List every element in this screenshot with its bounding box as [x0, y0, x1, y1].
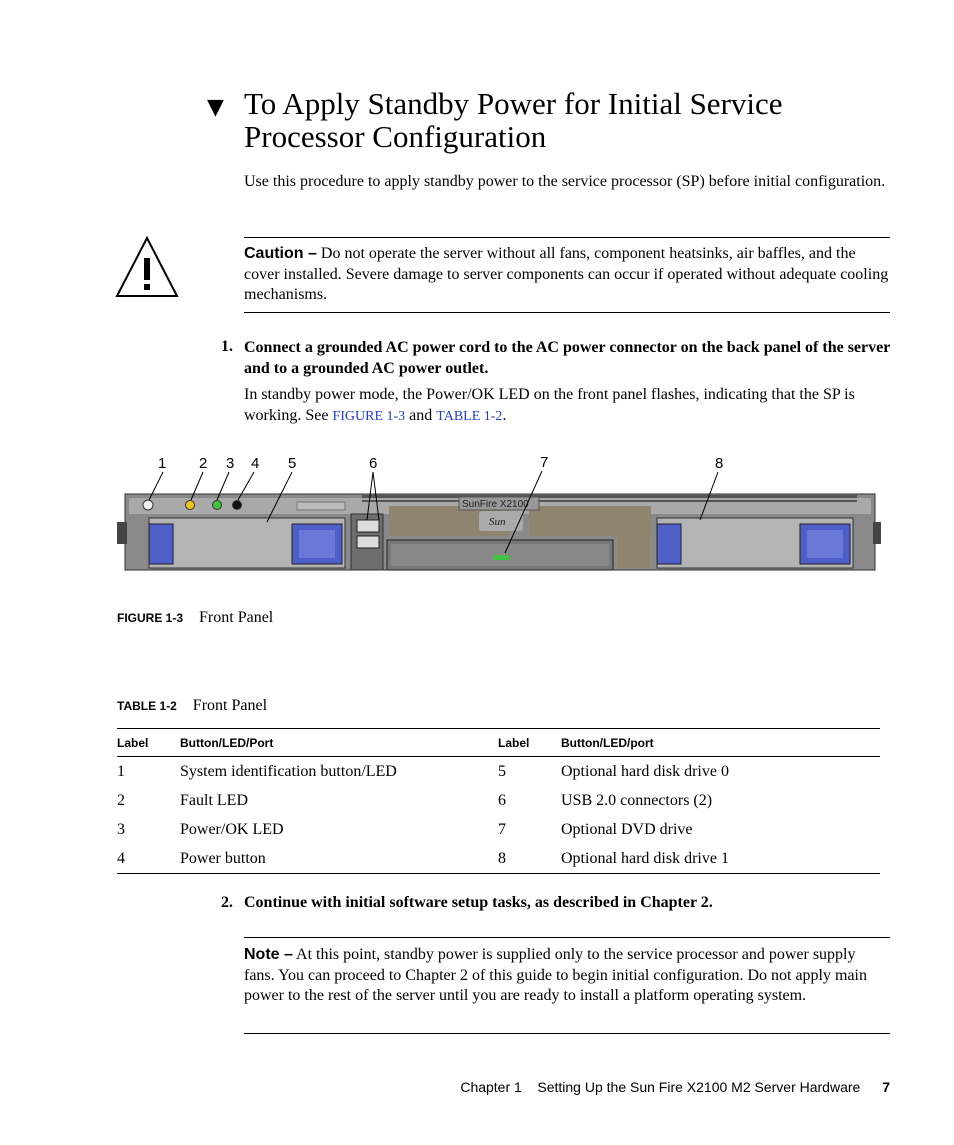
caution-text	[244, 244, 890, 306]
drive-1-handle-inner	[807, 530, 843, 558]
caution-warning-icon	[115, 236, 179, 298]
drive-0-latch	[149, 524, 173, 564]
product-name: SunFire X2100	[462, 499, 529, 510]
callout-7: 7	[540, 454, 549, 471]
usb-port-2	[357, 536, 379, 548]
step-1-desc-and: and	[409, 407, 433, 424]
sun-logo: Sun	[489, 516, 506, 528]
table-cell: Power/OK LED	[180, 820, 284, 838]
caution-label: Caution –	[244, 245, 317, 262]
drive-1-latch	[657, 524, 681, 564]
step-1-desc-text: In standby power mode, the Power/OK LED on the front panel flashes, indicating that the SP is working. See	[244, 386, 855, 424]
table-cell: 7	[498, 820, 506, 838]
heading-marker-icon: ▼	[207, 95, 224, 120]
table-header: Button/LED/port	[561, 729, 880, 757]
power-ok-led-icon	[213, 501, 222, 510]
label-plate	[297, 502, 345, 510]
callout-2: 2	[199, 455, 208, 472]
power-button-icon	[233, 501, 242, 510]
table-cell: System identification button/LED	[180, 762, 397, 780]
table-cell: 3	[117, 820, 125, 838]
table-cell: 8	[498, 849, 506, 867]
table-row	[117, 815, 880, 844]
table-header: Label	[498, 729, 561, 757]
table-caption-label: TABLE 1-2	[117, 699, 177, 713]
table-caption-text: Front Panel	[192, 697, 268, 714]
step-1-number: 1.	[221, 338, 233, 355]
table-cell: Optional hard disk drive 1	[561, 849, 729, 867]
table-link[interactable]: TABLE 1-2	[436, 409, 503, 424]
step-2-instruction: Continue with initial software setup tasks, as described in Chapter 2.	[244, 894, 713, 911]
right-rack-ear	[873, 522, 881, 544]
intro-paragraph: Use this procedure to apply standby power to the service processor (SP) before initial configuration.	[244, 173, 886, 190]
figure-link[interactable]: FIGURE 1-3	[332, 409, 406, 424]
step-1-description	[244, 384, 894, 427]
callout-3: 3	[226, 455, 235, 472]
table-row	[117, 844, 880, 874]
table-header: Button/LED/Port	[180, 729, 498, 757]
footer-title: Setting Up the Sun Fire X2100 M2 Server Hardware	[537, 1079, 861, 1095]
table-cell: 4	[117, 849, 125, 867]
table-header-row	[117, 729, 880, 757]
note-text	[244, 945, 890, 1007]
fault-led-icon	[186, 501, 195, 510]
table-cell: Optional DVD drive	[561, 820, 693, 838]
callout-6: 6	[369, 455, 378, 472]
page-number: 7	[882, 1079, 890, 1095]
figure-caption-label: FIGURE 1-3	[117, 611, 184, 625]
table-cell: USB 2.0 connectors (2)	[561, 791, 713, 809]
table-caption	[117, 697, 267, 715]
callout-8: 8	[715, 455, 724, 472]
footer-chapter: Chapter 1	[460, 1079, 522, 1095]
table-row	[117, 786, 880, 815]
table-cell: Optional hard disk drive 0	[561, 762, 729, 780]
figure-caption	[117, 609, 273, 627]
front-panel-table	[117, 728, 880, 874]
callout-5: 5	[288, 455, 297, 472]
table-cell: Power button	[180, 849, 266, 867]
table-cell: 6	[498, 791, 506, 809]
table-row	[117, 757, 880, 787]
figure-caption-text: Front Panel	[199, 609, 274, 626]
drive-0-handle-inner	[299, 530, 335, 558]
step-2-number: 2.	[221, 894, 233, 911]
table-cell: Fault LED	[180, 791, 248, 809]
dvd-activity-led-icon	[493, 555, 509, 560]
table-cell: 2	[117, 791, 125, 809]
note-label: Note –	[244, 946, 293, 963]
left-rack-ear	[117, 522, 127, 544]
usb-port-1	[357, 520, 379, 532]
locator-button-icon	[143, 500, 153, 510]
note-body: At this point, standby power is supplied only to the service processor and power supply fans. You can proceed to Chapter 2 of this guide to begin initial configuration. Do not apply main power to the rest of the server until you are ready to install a platform operating system.	[244, 946, 867, 1005]
table-cell: 5	[498, 762, 506, 780]
front-panel-figure	[117, 450, 881, 576]
step-1-desc-end: .	[502, 407, 507, 424]
page-footer	[450, 1079, 890, 1095]
callout-4: 4	[251, 455, 260, 472]
page-title: To Apply Standby Power for Initial Service Processor Configuration	[244, 86, 783, 154]
table-header: Label	[117, 729, 180, 757]
callout-1: 1	[158, 455, 167, 472]
step-1-instruction: Connect a grounded AC power cord to the AC power connector on the back panel of the server and to a grounded AC power outlet.	[244, 339, 891, 377]
caution-body: Do not operate the server without all fans, component heatsinks, air baffles, and the cover installed. Severe damage to server components can occur if operated without adequate cooling mechanisms.	[244, 245, 889, 303]
table-cell: 1	[117, 762, 125, 780]
